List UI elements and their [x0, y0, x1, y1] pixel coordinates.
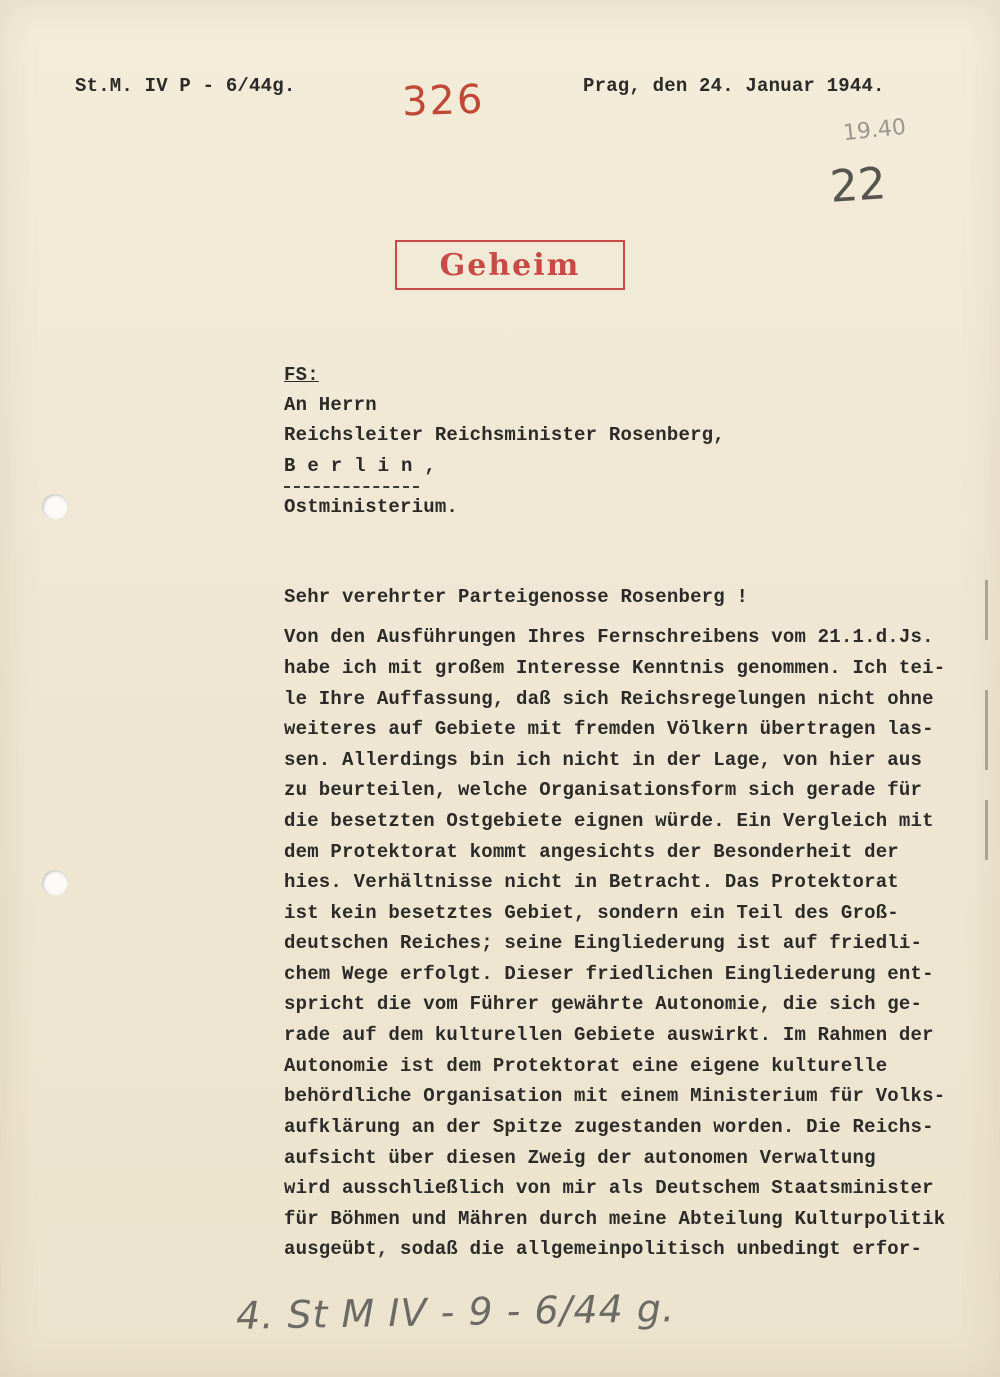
body-line: zu beurteilen, welche Organisationsform sich gerade für — [284, 779, 923, 801]
body-line: dem Protektorat kommt angesichts der Besonderheit der — [284, 841, 899, 863]
body-line: ist kein besetztes Gebiet, sondern ein Teil des Groß- — [284, 902, 899, 924]
bottom-handwritten-reference: 4. St M IV - 9 - 6/44 g. — [235, 1286, 676, 1338]
red-handwritten-number: 326 — [401, 76, 486, 126]
address-divider — [284, 486, 419, 488]
body-line: rade auf dem kulturellen Gebiete auswirkt. Im Rahmen der — [284, 1024, 934, 1046]
dateline: Prag, den 24. Januar 1944. — [583, 75, 885, 97]
address-line-3: Berlin, — [284, 455, 448, 477]
body-line: ausgeübt, sodaß die allgemeinpolitisch unbedingt erfor- — [284, 1238, 923, 1260]
body-line: aufklärung an der Spitze zugestanden worden. Die Reichs- — [284, 1116, 934, 1138]
body-line: le Ihre Auffassung, daß sich Reichsregelungen nicht ohne — [284, 688, 934, 710]
address-line-2: Reichsleiter Reichsminister Rosenberg, — [284, 424, 725, 446]
body-line: für Böhmen und Mähren durch meine Abteilung Kulturpolitik — [284, 1208, 946, 1230]
punch-hole — [42, 494, 68, 520]
margin-mark — [985, 580, 988, 640]
body-line: behördliche Organisation mit einem Ministerium für Volks- — [284, 1085, 946, 1107]
body-line: Von den Ausführungen Ihres Fernschreibens vom 21.1.d.Js. — [284, 626, 934, 648]
reference-number: St.M. IV P - 6/44g. — [75, 75, 296, 97]
secret-stamp-text: Geheim — [439, 247, 581, 283]
pencil-note-small: 19.40 — [841, 114, 908, 147]
body-line: weiteres auf Gebiete mit fremden Völkern übertragen las- — [284, 718, 934, 740]
body-line: aufsicht über diesen Zweig der autonomen Verwaltung — [284, 1147, 876, 1169]
body-line: deutschen Reiches; seine Eingliederung ist auf friedli- — [284, 932, 923, 954]
margin-mark — [985, 800, 988, 860]
salutation: Sehr verehrter Parteigenosse Rosenberg ! — [284, 586, 749, 608]
body-line: wird ausschließlich von mir als Deutschem Staatsminister — [284, 1177, 934, 1199]
body-line: hies. Verhältnisse nicht in Betracht. Das Protektorat — [284, 871, 899, 893]
margin-mark — [985, 690, 988, 770]
body-line: spricht die vom Führer gewährte Autonomie, die sich ge- — [284, 993, 923, 1015]
secret-stamp — [395, 240, 625, 290]
fs-label: FS: — [284, 364, 319, 386]
pencil-note-large: 22 — [828, 158, 888, 213]
body-line: sen. Allerdings bin ich nicht in der Lage, von hier aus — [284, 749, 923, 771]
body-line: habe ich mit großem Interesse Kenntnis genommen. Ich tei- — [284, 657, 946, 679]
body-line: die besetzten Ostgebiete eignen würde. Ein Vergleich mit — [284, 810, 934, 832]
body-line: Autonomie ist dem Protektorat eine eigene kulturelle — [284, 1055, 888, 1077]
punch-hole — [42, 870, 68, 896]
body-line: chem Wege erfolgt. Dieser friedlichen Eingliederung ent- — [284, 963, 934, 985]
address-line-1: An Herrn — [284, 394, 377, 416]
address-line-4: Ostministerium. — [284, 496, 459, 518]
